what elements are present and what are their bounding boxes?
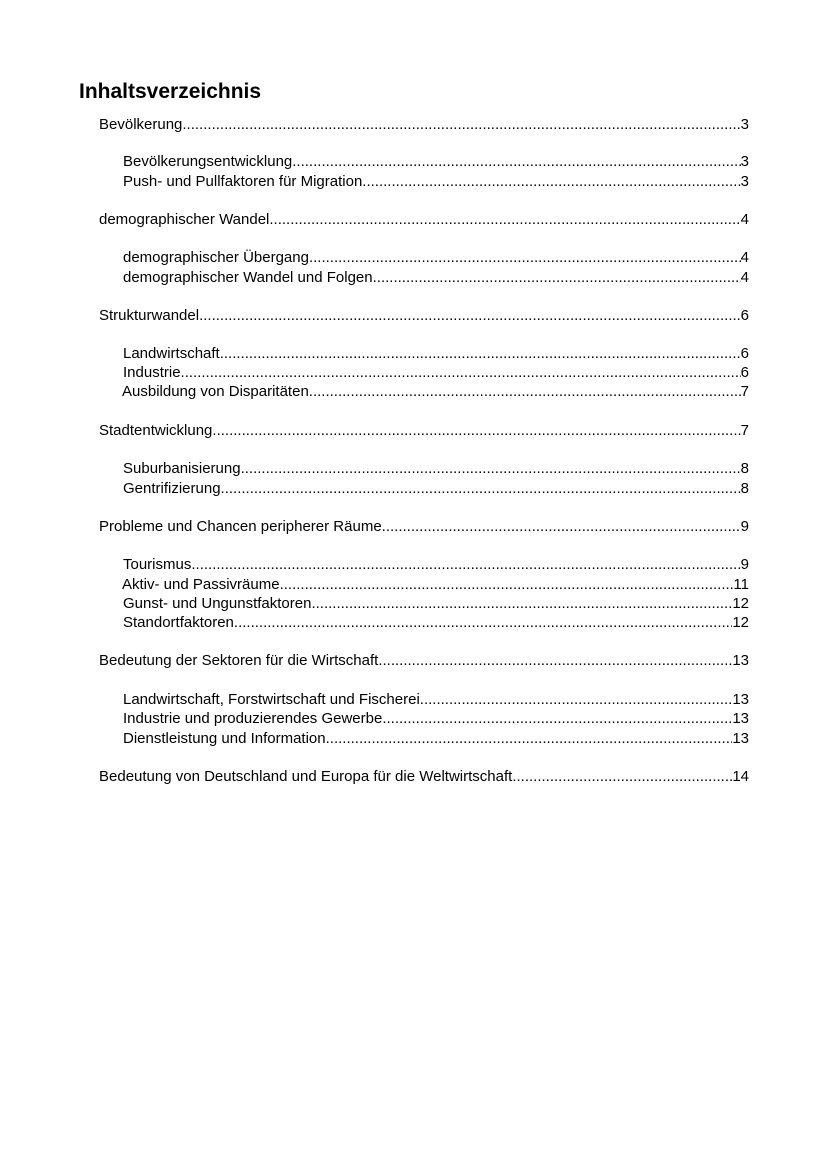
toc-entry-label: Landwirtschaft, Forstwirtschaft und Fischerei [123,691,420,708]
toc-entry-label: Dienstleistung und Information [123,730,326,747]
toc-subentry[interactable] [122,382,749,401]
toc-leader [309,248,741,267]
toc-entry-label: Strukturwandel [99,307,200,324]
toc-entry-label: Aktiv- und Passivräume [122,576,280,593]
toc-entry-page: 13 [732,691,749,708]
toc-entry-page: 12 [732,595,749,612]
toc-entry-label: Gunst- und Ungunstfaktoren [123,595,312,612]
toc-entry-page: 14 [732,768,749,785]
toc-leader [382,709,732,728]
toc-leader [420,690,733,709]
toc-leader [220,344,741,363]
toc-entry-label: Bevölkerungsentwicklung [123,153,293,170]
toc-entry-page: 8 [740,460,749,477]
toc-leader [181,363,741,382]
toc-entry-page: 3 [740,173,749,190]
toc-entry-page: 6 [740,364,749,381]
toc-entry-page: 3 [740,153,749,170]
toc-leader [212,421,740,440]
toc-entry-page: 6 [740,307,749,324]
toc-entry-page: 13 [732,710,749,727]
toc-subentry[interactable] [123,268,749,287]
toc-leader [241,459,741,478]
toc-entry-page: 7 [740,422,749,439]
toc-entry-label: Standortfaktoren [123,614,234,631]
toc-subentry[interactable] [123,459,749,478]
toc-leader [378,651,732,670]
toc-leader [280,575,734,594]
toc-entry-label: Probleme und Chancen peripherer Räume [99,518,382,535]
toc-subentry[interactable] [123,690,749,709]
toc-subentry[interactable] [123,594,749,613]
toc-entry-label: Bedeutung der Sektoren für die Wirtschaft [99,652,379,669]
toc-entry-label: Industrie und produzierendes Gewerbe [123,710,383,727]
toc-entry-label: Bevölkerung [99,116,183,133]
toc-entry-page: 4 [740,249,749,266]
toc-entry-label: Suburbanisierung [123,460,241,477]
toc-entry-label: demographischer Übergang [123,249,309,266]
toc-subentry[interactable] [123,555,749,574]
toc-subentry[interactable] [123,172,749,191]
toc-subentry[interactable] [122,575,749,594]
toc-entry-page: 6 [740,345,749,362]
toc-entry-page: 13 [732,730,749,747]
toc-entry-page: 8 [740,480,749,497]
toc-subentry[interactable] [123,613,749,632]
toc-entry[interactable] [99,421,749,440]
toc-entry-page: 9 [740,518,749,535]
toc-entry[interactable] [99,767,749,786]
toc-leader [382,517,741,536]
toc-entry-label: demographischer Wandel und Folgen [123,269,373,286]
toc-entry-page: 13 [732,652,749,669]
toc-subentry[interactable] [123,729,749,748]
toc-leader [292,152,740,171]
toc-entry-label: Landwirtschaft [123,345,220,362]
toc-leader [512,767,732,786]
toc-entry[interactable] [99,517,749,536]
toc-entry-page: 4 [740,269,749,286]
toc-entry-label: Bedeutung von Deutschland und Europa für die Weltwirtschaft [99,768,513,785]
toc-subentry[interactable] [123,709,749,728]
toc-entry-label: Stadtentwicklung [99,422,213,439]
toc-entry[interactable] [99,306,749,325]
toc-leader [199,306,741,325]
toc-entry-label: Gentrifizierung [123,480,221,497]
toc-leader [269,210,740,229]
toc-subentry[interactable] [123,479,749,498]
toc-entry[interactable] [99,651,749,670]
toc-subentry[interactable] [123,344,749,363]
toc-entry-label: Push- und Pullfaktoren für Migration [123,173,363,190]
toc-leader [234,613,732,632]
toc-entry-label: Tourismus [123,556,192,573]
toc-subentry[interactable] [123,363,749,382]
toc-leader [182,115,740,134]
toc-leader [191,555,740,574]
toc-leader [311,594,732,613]
toc-leader [326,729,733,748]
toc-entry-label: Industrie [123,364,181,381]
toc-title: Inhaltsverzeichnis [79,80,262,103]
toc-subentry[interactable] [123,152,749,171]
toc-entry-page: 3 [740,116,749,133]
toc-entry[interactable] [99,115,749,134]
toc-entry-page: 9 [740,556,749,573]
toc-leader [221,479,741,498]
toc-leader [373,268,741,287]
toc-entry[interactable] [99,210,749,229]
toc-entry-page: 4 [740,211,749,228]
toc-leader [309,382,741,401]
toc-leader [362,172,740,191]
toc-entry-page: 11 [733,576,749,593]
toc-entry-page: 7 [740,383,749,400]
toc-subentry[interactable] [123,248,749,267]
toc-entry-page: 12 [732,614,749,631]
toc-entry-label: Ausbildung von Disparitäten [122,383,309,400]
toc-entry-label: demographischer Wandel [99,211,270,228]
